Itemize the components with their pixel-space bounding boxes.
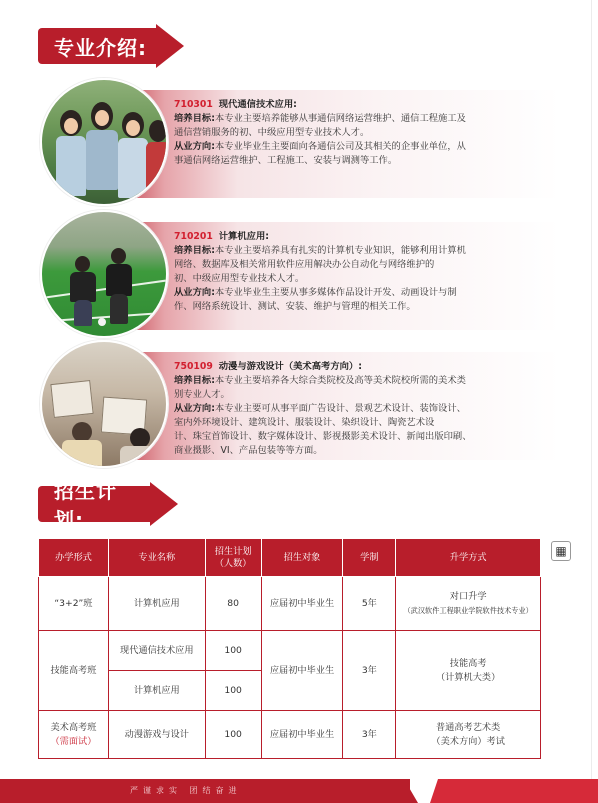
goal-text: 别专业人才。	[174, 389, 230, 400]
table-cell: 5年	[343, 577, 396, 631]
section-banner-majors	[38, 28, 184, 64]
banner-arrow	[156, 24, 184, 68]
goal-text: 本专业主要培养能够从事通信网络运营维护、通信工程施工及	[214, 113, 466, 124]
table-row	[39, 711, 541, 759]
art-student-figure	[120, 428, 160, 468]
job-text: 事通信网络运营维护、工程施工、安装与调测等工作。	[174, 155, 398, 166]
goal-text: 初、中级应用型专业技术人才。	[174, 273, 305, 284]
interview-note: （需面试）	[50, 735, 97, 747]
player-figure	[106, 248, 132, 326]
path-main: 普通高考艺术类	[435, 721, 501, 733]
table-cell	[39, 711, 109, 759]
table-cell: 现代通信技术应用	[108, 631, 205, 671]
table-cell: 应届初中毕业生	[261, 711, 343, 759]
job-label: 从业方向:	[174, 403, 215, 414]
section-title-majors: 专业介绍:	[54, 35, 147, 60]
table-cell: 100	[205, 671, 261, 711]
football-photo	[40, 210, 168, 338]
goal-label: 培养目标:	[174, 113, 215, 124]
banner-arrow	[150, 482, 178, 526]
art-student-figure	[62, 422, 102, 468]
major-name: 现代通信技术应用:	[218, 99, 297, 110]
job-text: 本专业主要可从事平面广告设计、景观艺术设计、装饰设计、	[214, 403, 466, 414]
major-block-animation	[40, 340, 560, 468]
table-cell: 应届初中毕业生	[261, 577, 343, 631]
page-edge-rule	[591, 0, 592, 780]
table-cell: 3年	[343, 711, 396, 759]
goal-text: 网络、数据库及相关常用软件应用解决办公自动化与网络维护的	[174, 259, 435, 270]
job-label: 从业方向:	[174, 141, 215, 152]
column-header: 升学方式	[396, 539, 541, 577]
goal-text: 本专业主要培养各大综合类院校及高等美术院校所需的美术类	[214, 375, 466, 386]
job-text: 本专业毕业生主要从事多媒体作品设计开发、动画设计与制	[214, 287, 457, 298]
column-header: 办学形式	[39, 539, 109, 577]
column-header: 学制	[343, 539, 396, 577]
job-text: 商业摄影、VI、产品包装等等方面。	[174, 445, 323, 456]
major-block-communication	[40, 78, 560, 206]
table-cell: 计算机应用	[108, 671, 205, 711]
goal-text: 本专业主要培养具有扎实的计算机专业知识，能够利用计算机	[214, 245, 466, 256]
easel-drawing	[50, 380, 93, 418]
form-name: 美术高考班	[50, 721, 97, 733]
enrollment-table	[38, 538, 541, 759]
job-text: 本专业毕业生主要面向各通信公司及其相关的企事业单位，从	[214, 141, 466, 152]
table-cell: 技能高考班	[39, 631, 109, 711]
column-header-line: 招生计划	[214, 545, 252, 557]
student-figure	[56, 110, 86, 206]
major-code: 710301	[174, 99, 213, 110]
section-banner-enrollment	[38, 479, 178, 532]
table-cell: “3+2”班	[39, 577, 109, 631]
player-figure	[70, 256, 96, 326]
table-row	[39, 631, 541, 671]
grid-icon[interactable]: ▦	[551, 541, 571, 561]
table-cell: 动漫游戏与设计	[108, 711, 205, 759]
major-code: 750109	[174, 361, 213, 372]
major-name: 计算机应用:	[218, 231, 269, 242]
major-name: 动漫与游戏设计（美术高考方向）:	[218, 361, 362, 372]
goal-text: 通信营销服务的初、中级应用型专业技术人才。	[174, 127, 370, 138]
table-cell	[396, 577, 541, 631]
table-cell	[396, 711, 541, 759]
footer-slant	[404, 779, 418, 803]
major-code: 710201	[174, 231, 213, 242]
table-cell	[396, 631, 541, 711]
table-cell: 应届初中毕业生	[261, 631, 343, 711]
table-cell: 100	[205, 711, 261, 759]
job-text: 作、网络系统设计、测试、安装、维护与管理的相关工作。	[174, 301, 416, 312]
student-figure	[86, 102, 118, 202]
students-photo	[40, 78, 168, 206]
table-cell: 100	[205, 631, 261, 671]
path-main: 技能高考	[449, 657, 487, 669]
column-header: 招生对象	[261, 539, 343, 577]
job-text: 室内外环境设计、建筑设计、服装设计、染织设计、陶瓷艺术设	[174, 417, 435, 428]
path-note: （计算机大类）	[435, 671, 501, 683]
major-text	[174, 230, 550, 314]
section-title-enrollment: 招生计划:	[54, 479, 117, 532]
student-figure	[118, 112, 148, 206]
footer-motto: 严谨求实 团结奋进	[130, 786, 242, 795]
art-studio-photo	[40, 340, 168, 468]
table-cell: 3年	[343, 631, 396, 711]
table-row	[39, 577, 541, 631]
column-header: 专业名称	[108, 539, 205, 577]
path-main: 对口升学	[449, 590, 487, 602]
job-label: 从业方向:	[174, 287, 215, 298]
column-header	[205, 539, 261, 577]
column-header-line: （人数）	[214, 557, 252, 569]
major-block-computer	[40, 210, 560, 338]
goal-label: 培养目标:	[174, 245, 215, 256]
major-text	[174, 98, 550, 168]
student-figure	[146, 120, 168, 206]
path-note: （武汉软件工程职业学院软件技术专业）	[403, 605, 533, 615]
footer-bar	[0, 779, 598, 803]
major-text	[174, 360, 550, 458]
goal-label: 培养目标:	[174, 375, 215, 386]
table-header-row	[39, 539, 541, 577]
path-note: （美术方向）考试	[431, 735, 505, 747]
table-cell: 计算机应用	[108, 577, 205, 631]
table-cell: 80	[205, 577, 261, 631]
job-text: 计、珠宝首饰设计、数字媒体设计、影视摄影美术设计、新闻出版印刷、	[174, 431, 472, 442]
footer-accent-block	[430, 779, 598, 803]
football	[98, 318, 106, 326]
